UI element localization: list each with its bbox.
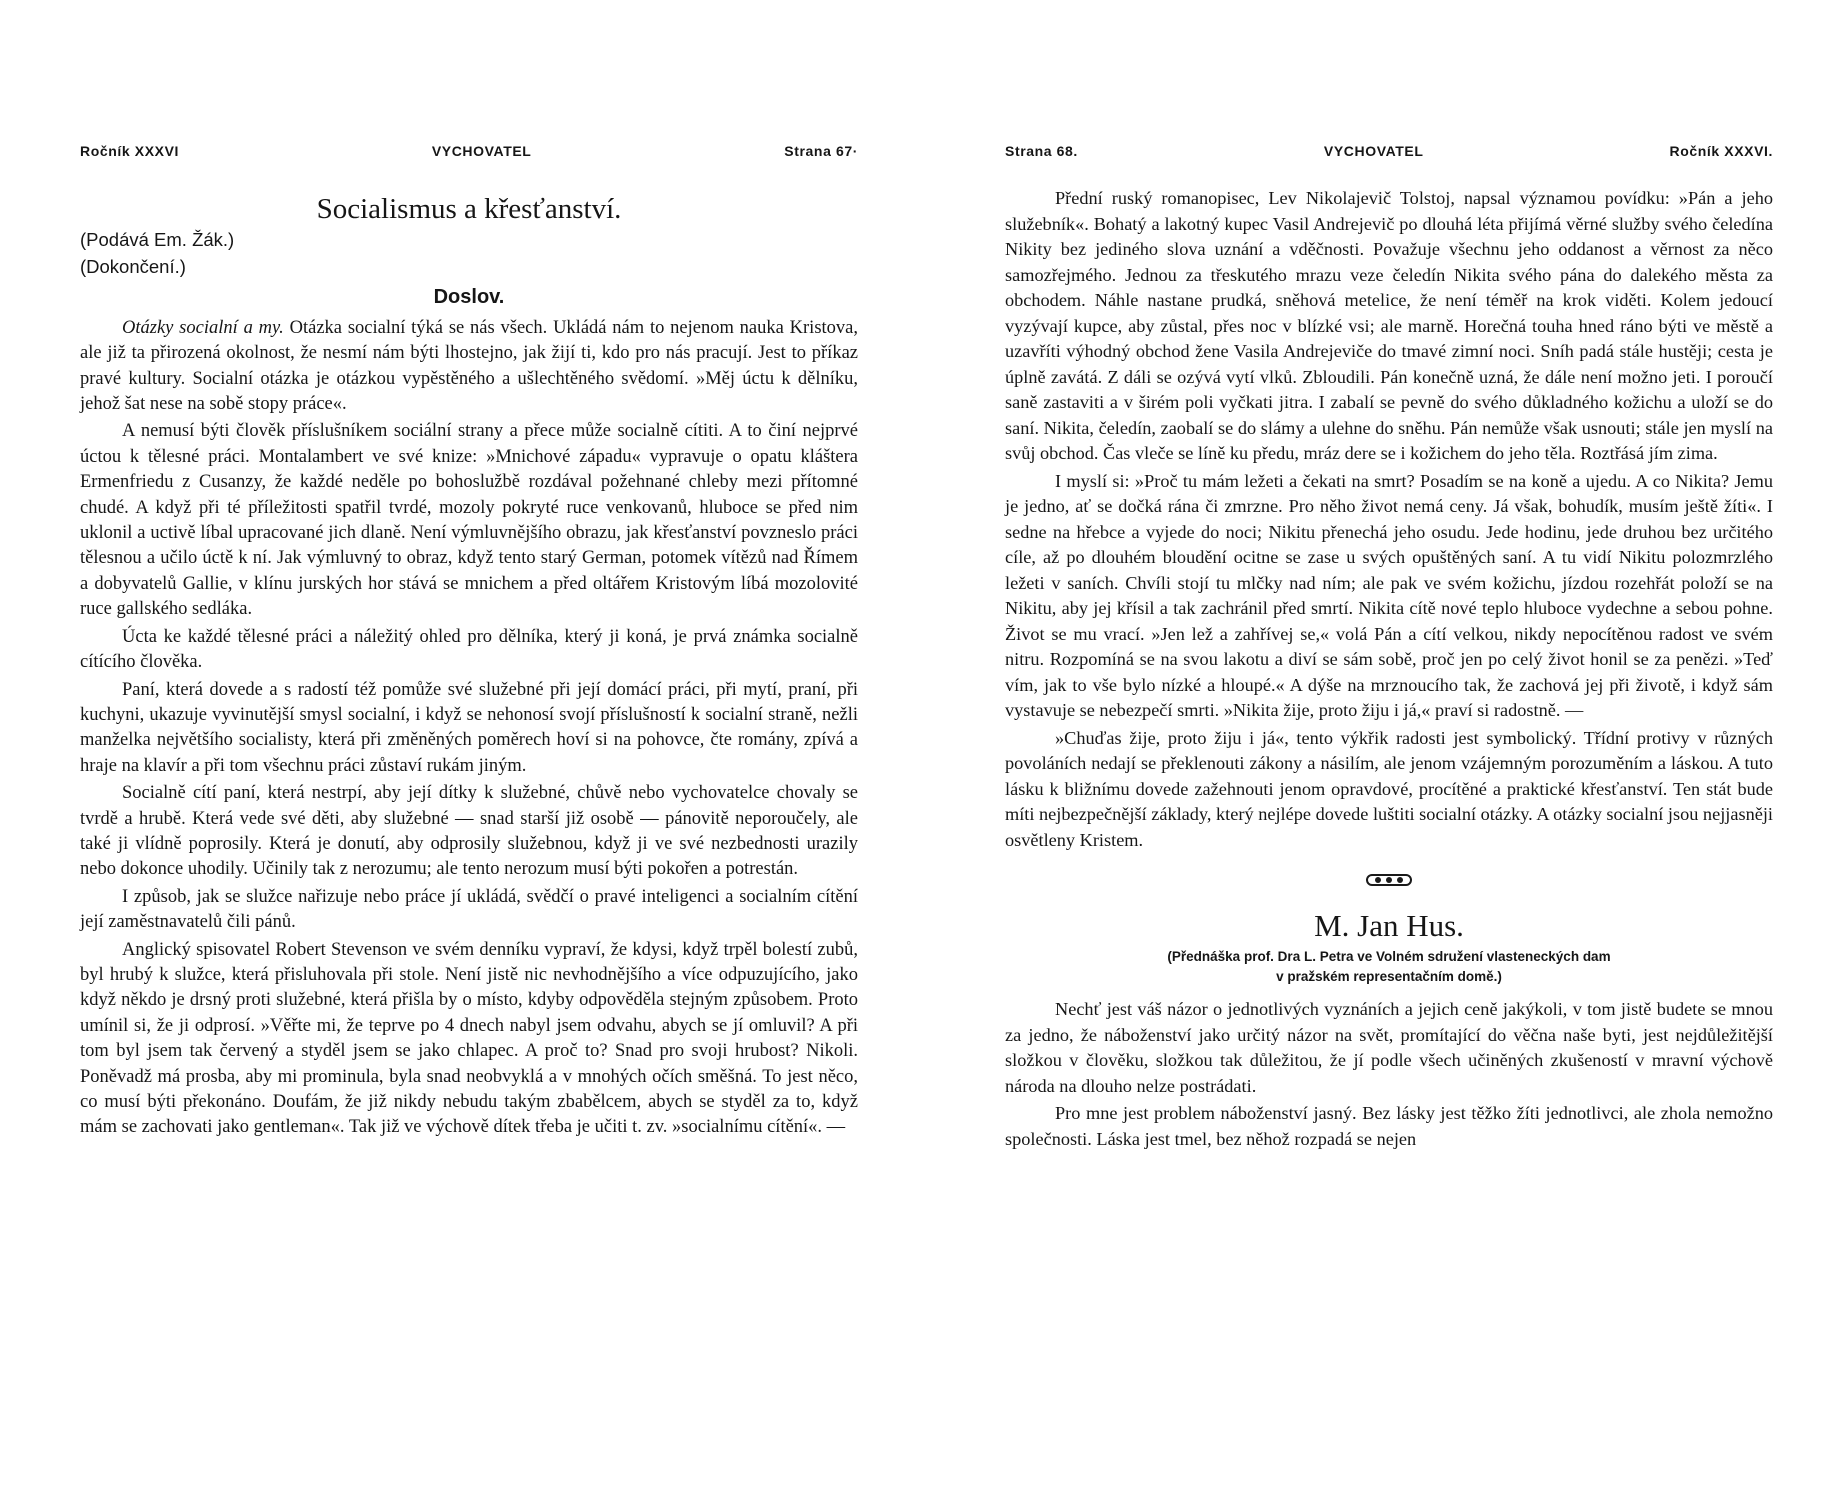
left-header-volume: Ročník XXXVI	[80, 143, 180, 159]
lecture-note-line-2: v pražském representačním domě.)	[1276, 969, 1502, 984]
paragraph: I způsob, jak se služce nařizuje nebo práce jí ukládá, svědčí o pravé inteligenci a socialním cítění její zaměstnavatelů čili pánů.	[80, 886, 858, 933]
paragraph-lead-italic: Otázky socialní a my.	[122, 317, 284, 338]
lecture-note	[1005, 947, 1773, 987]
left-header-journal: VYCHOVATEL	[431, 143, 532, 159]
article-continuation-note: (Dokončení.)	[80, 256, 186, 278]
paragraph: Pro mne jest problem náboženství jasný. Bez lásky jest těžko žíti jednotlivci, ale zhola nemožno společnosti. Láska jest tmel, bez něhož rozpadá se nejen	[1005, 1103, 1773, 1149]
right-header-page-number: Strana 68.	[1005, 143, 1078, 159]
section-heading-doslov: Doslov.	[433, 285, 505, 308]
hus-article-title: M. Jan Hus.	[1314, 908, 1464, 943]
paragraph: A nemusí býti člověk příslušníkem sociální strany a přece může socialně cítiti. A to činí nejprvé úctou k tělesné práci. Montalambert ve své knize: »Mnichové západu« vypravuje o opatu kláštera Ermenfriedu z Cusanzy, že každé neděle po bohoslužbě rozdával požehnané chleby mezi přítomné chudé. A když při té příležitosti spatřil tvrdé, mozoly pokryté ruce venkovanů, hluboce se před nim uklonil a uctivě líbal upracované jich dlaně. Není výmluvnějšího obrazu, jak křesťanství povzneslo práci tělesnou a učilo úctě k ní. Jak výmluvný to obraz, když tento starý German, potomek vítězů nad Římem a dobyvatelů Gallie, v klínu jurských hor stává se mnichem a před oltářem Kristovým líbá mozolovité ruce gallského sedláka.	[80, 421, 858, 620]
right-page	[1005, 0, 1773, 1500]
section-divider-ornament-icon	[1005, 873, 1773, 889]
left-header-page-number: Strana 67·	[784, 143, 858, 159]
paragraph: I myslí si: »Proč tu mám ležeti a čekati na smrt? Posadím se na koně a ujedu. A co Nikita? Jemu je jedno, ať se dočká rána či zmrzne. Pro něho život nemá ceny. Já však, bohudík, musím ještě žíti«. I sedne na hřebce a vyjede do noci; Nikitu přenechá jeho osudu. Jede hodinu, jede druhou bez určitého cíle, až po dlouhém bloudění ocitne se zase u svých opuštěných saní. A tu vidí Nikitu polozmrzlého ležeti v saních. Chvíli stojí tu mlčky nad ním; ale pak ve svém kožichu, jízdou rozehřát položí se na Nikitu, aby jej křísil a tak zachránil před smrtí. Nikita cítě nové teplo hluboce vydechne a sebou pohne. Život se mu vrací. »Jen lež a zahřívej se,« volá Pán a cítí velkou, nikdy nepocítěnou radost ve svém nitru. Rozpomíná se na svou lakotu a diví se sám sobě, proč jen po celý život honil se za penězi. »Teď vím, jak to vše bylo nízké a hloupé.« A dýše na mrznoucího tak, že zachová jej při životě, i když sám vystavuje se nebezpečí smrti. »Nikita žije, proto žiju i já,« praví si radostně. —	[1005, 470, 1773, 720]
right-header-volume: Ročník XXXVI.	[1669, 143, 1773, 159]
paragraph-text: Otázka socialní týká se nás všech. Ukládá nám to nejenom nauka Kristova, ale již ta přirozená okolnost, že nesmí nám býti lhostejno, jak žijí ti, kdo pro nás pracují. Jest to příkaz pravé kultury. Socialní otázka je otázkou vypěstěného a ušlechtěného svědomí. »Měj úctu k dělníku, jehož šat nese na sobě stopy práce«.	[80, 317, 858, 415]
article-title: Socialismus a křesťanství.	[316, 193, 622, 225]
right-running-head	[1005, 140, 1773, 162]
lecture-note-line-1: (Přednáška prof. Dra L. Petra ve Volném sdružení vlasteneckých dam	[1167, 949, 1611, 964]
left-body	[80, 191, 858, 1141]
left-running-head	[80, 140, 858, 162]
paragraph: Socialně cítí paní, která nestrpí, aby její dítky k služebné, chůvě nebo vychovatelce chovaly se tvrdě a hrubě. Která vede své děti, aby služebné — snad starší již osobě — pánovitě neporoučely, ale také ji vlídně poprosily. Která je donutí, aby odprosily služebnou, když ji ve své nezbednosti urazily nebo dokonce uhodily. Učinily tak z nerozumu; ale tento nerozum musí býti pokořen a potrestán.	[80, 783, 858, 880]
paragraph: Paní, která dovede a s radostí též pomůže své služebné při její domácí práci, při mytí, praní, při kuchyni, ukazuje vyvinutější smysl socialní, i když se nehonosí svojí příslušností k socialní straně, nežli manželka největšího socialisty, která při změněných poměrech hoví si na pohovce, čte romány, zpívá a hraje na klavír a při tom všechnu práci zůstaví rukám jiným.	[80, 679, 858, 776]
paragraph	[80, 316, 858, 418]
left-page	[80, 0, 858, 1500]
paragraph: Přední ruský romanopisec, Lev Nikolajevič Tolstoj, napsal významou povídku: »Pán a jeho služebník«. Bohatý a lakotný kupec Vasil Andrejevič po dlouhá léta přijímá věrné služby svého čeledína Nikity bez jediného slova uznání a vděčnosti. Považuje všechnu jeho oddanost a věrnost za něco samozřejmého. Jednou za třeskutého mrazu veze čeledín Nikita svého pána do dalekého města za obchodem. Náhle nastane prudká, sněhová metelice, že není téměř na krok viděti. Kolem jedoucí vyzývají kupce, aby zůstal, přes noc v blízké vsi; ale marně. Horečná touha hned ráno býti ve městě a uzavříti výhodný obchod žene Vasila Andrejeviče do tmavé zimní noci. Sníh padá stále hustěji; cesta je úplně zavátá. Z dáli se ozývá vytí vlků. Zbloudili. Pán konečně uzná, že dále není možno jeti. I poroučí saně zastaviti a v širém poli vyčkati jitra. I zabalí se pevně do svého důkladného kožichu a uloží se do saní. Nikita, čeledín, zaobalí se do slámy a ulehne do sněhu. Pán nemůže však usnouti; stále jen myslí na svůj obchod. Čas vleče se líně ku předu, mráz dere se i kožichem do jeho těla. Roztřásá jím zima.	[1005, 188, 1773, 463]
paragraph: »Chuďas žije, proto žiju i já«, tento výkřik radosti jest symbolický. Třídní protivy v různých povoláních nedají se překlenouti zákony a násilím, ale jenom vzájemným porozuměním a láskou. A tuto lásku k bližnímu dovede zažehnouti jenom opravdové, procítěné a praktické křesťanství. Ten stát bude míti nejbezpečnější základy, který nejlépe dovede luštiti socialní otázky. A otázky socialní jsou nejjasněji osvětleny Kristem.	[1005, 727, 1773, 850]
paragraph: Nechť jest váš názor o jednotlivých vyznáních a jejich ceně jakýkoli, v tom jistě budete se mnou za jedno, že náboženství jako určitý názor na svět, promítající do věčna naše byti, jest nejdůležitější složkou v člověku, složkou tak důležitou, že jí podle všech učiněných zkušeností v mravní výchově národa na dlouho nelze postrádati.	[1005, 999, 1773, 1096]
right-body	[1005, 186, 1773, 1152]
paragraph: Anglický spisovatel Robert Stevenson ve svém denníku vypraví, že kdysi, když trpěl bolestí zubů, byl hrubý k služce, která přisluhovala při stole. Není jistě nic nevhodnějšího a více odpuzujícího, jako když někdo je drsný proti služebné, která přišla by o místo, kdyby odpověděla stejným způsobem. Proto umínil si, že ji odprosí. »Věřte mi, že teprve po 4 dnech nabyl jsem odvahu, abych se jí omluvil? A při tom byl jsem tak červený a styděl jsem se jako chlapec. A proč to? Snad pro svoji hrubost? Nikoli. Poněvadž má prosba, aby mi prominula, byla snad neobvyklá a v mnohých očích směšná. To jest něco, co musí býti překonáno. Doufám, že již nikdy nebudu takým zbabělcem, abych se styděl za to, když mám se zachovati jako gentleman«. Tak již ve výchově dítek třeba je učiti t. zv. »socialnímu cítění«. —	[80, 939, 858, 1138]
article-byline: (Podává Em. Žák.)	[80, 229, 235, 250]
paragraph: Úcta ke každé tělesné práci a náležitý ohled pro dělníka, který ji koná, je prvá známka socialně cítícího člověka.	[80, 626, 858, 673]
right-header-journal: VYCHOVATEL	[1323, 143, 1424, 159]
